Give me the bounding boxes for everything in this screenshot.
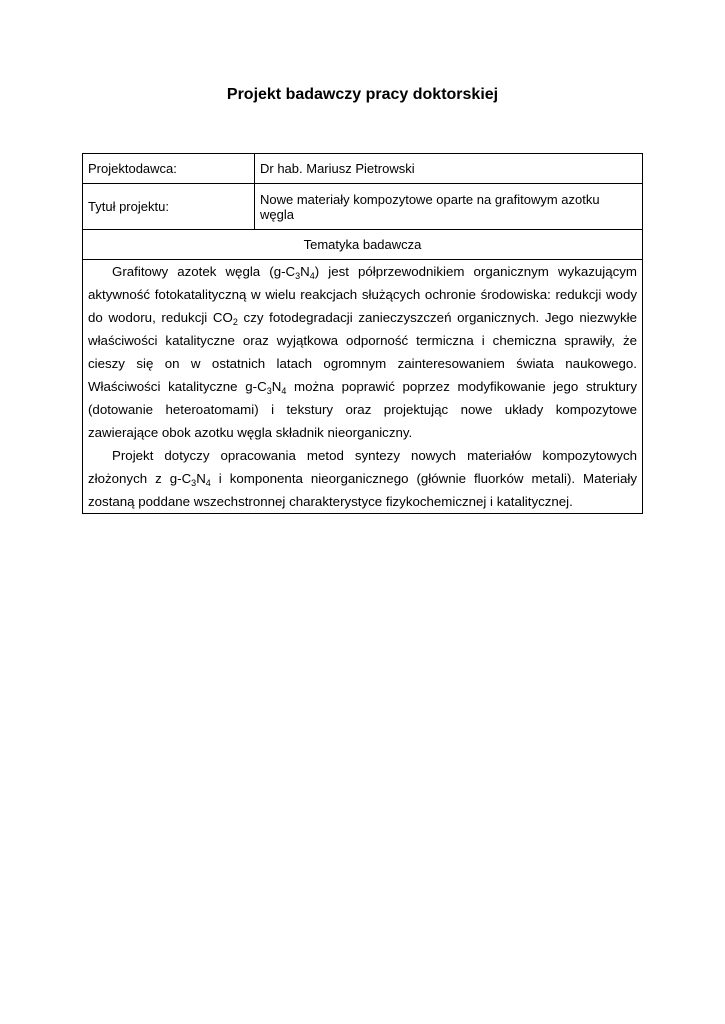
page-title: Projekt badawczy pracy doktorskiej xyxy=(226,86,499,103)
text-run: czy fotodegradacji zanieczyszczeń organicznych. Jego niezwykłe właściwości katalityczne oraz wyjątkowa odporność termiczna i chemiczna sprawiły, że cieszy się on w ostatnich latach ogromnym zainteresowaniem świata naukowego. Właściwości katalityczne g-C xyxy=(88,310,637,394)
text-run: i komponenta nieorganicznego (głównie fluorków metali). Materiały zostaną poddane wszechstronnej charakterystyce fizykochemicznej i katalitycznej. xyxy=(88,471,637,509)
subscript: 3 xyxy=(191,478,197,488)
subscript: 4 xyxy=(309,271,315,281)
text-run: ) jest półprzewodnikiem organicznym wykazującym aktywność fotokatalityczną w wielu reakcjach służących ochronie środowiska: redukcji wody do wodoru, redukcji CO xyxy=(88,264,638,325)
table-row-project-title xyxy=(83,184,643,230)
description-paragraph-1 xyxy=(88,260,637,444)
table-row-applicant xyxy=(83,154,643,184)
project-title-label: Tytuł projektu: xyxy=(83,184,255,230)
subscript: 4 xyxy=(205,478,211,488)
subscript: 3 xyxy=(295,271,301,281)
applicant-value: Dr hab. Mariusz Pietrowski xyxy=(255,154,643,184)
text-run: N xyxy=(196,471,206,486)
applicant-label: Projektodawca: xyxy=(83,154,255,184)
description-paragraph-2 xyxy=(88,444,637,513)
text-run: Grafitowy azotek węgla (g-C xyxy=(112,264,296,279)
project-title-value: Nowe materiały kompozytowe oparte na grafitowym azotku węgla xyxy=(255,184,643,230)
research-topic-heading: Tematyka badawcza xyxy=(83,230,643,260)
text-run: N xyxy=(271,379,282,394)
table-row-section-heading xyxy=(83,230,643,260)
text-run: Projekt dotyczy opracowania metod syntezy nowych materiałów kompozytowych złożonych z g-C xyxy=(88,448,637,486)
description-cell xyxy=(83,260,643,514)
text-run: N xyxy=(300,264,310,279)
text-run: można poprawić poprzez modyfikowanie jego struktury (dotowanie heteroatomami) i tekstury oraz projektując nowe układy kompozytowe zawierające obok azotku węgla składnik nieorganiczny. xyxy=(88,379,637,440)
subscript: 2 xyxy=(232,317,238,327)
table-row-description xyxy=(83,260,643,514)
subscript: 4 xyxy=(281,386,287,396)
subscript: 3 xyxy=(266,386,272,396)
project-info-table xyxy=(82,153,643,514)
